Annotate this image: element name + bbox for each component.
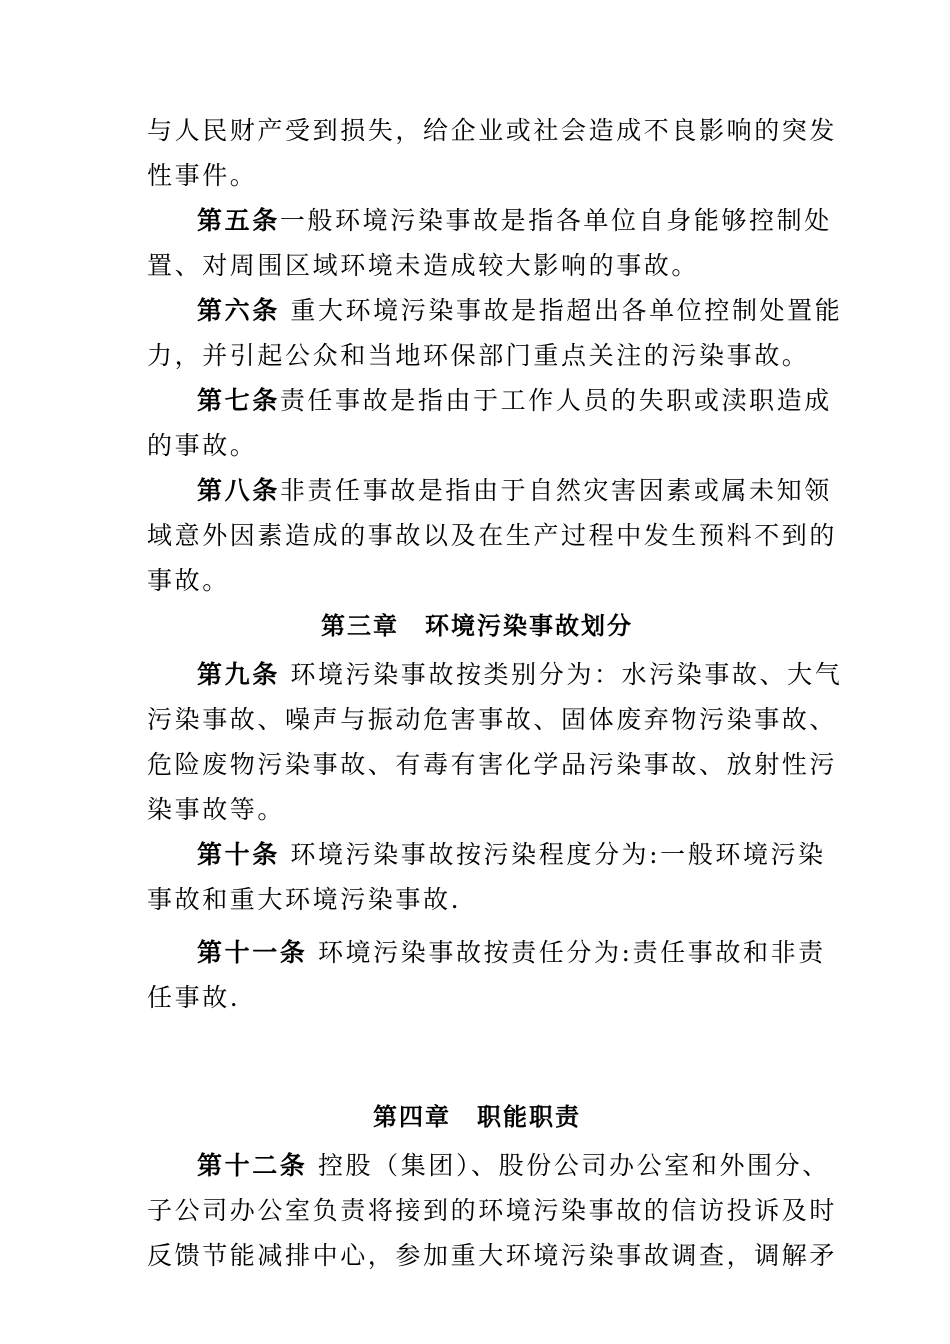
text-line: 的事故。	[147, 431, 258, 460]
text-line: 染事故等。	[147, 795, 286, 824]
text-line: 事故和重大环境污染事故.	[147, 885, 462, 914]
article-4-continuation	[147, 108, 838, 198]
article-text: 环境污染事故按责任分为:责任事故和非责	[307, 938, 826, 967]
article-text: 非责任事故是指由于自然灾害因素或属未知领	[279, 476, 832, 505]
article-9	[147, 652, 843, 832]
article-label: 第五条	[197, 206, 280, 235]
text-line: 性事件。	[147, 161, 258, 190]
text-line: 域意外因素造成的事故以及在生产过程中发生预料不到的	[147, 521, 838, 550]
article-label: 第十条	[197, 840, 280, 869]
article-label: 第九条	[197, 660, 280, 689]
text-line: 置、对周围区域环境未造成较大影响的事故。	[147, 251, 700, 280]
text-line: 危险废物污染事故、有毒有害化学品污染事故、放射性污	[147, 750, 838, 779]
article-text: 重大环境污染事故是指超出各单位控制处置能	[279, 296, 843, 325]
chapter-3-heading: 第三章 环境污染事故划分	[321, 611, 633, 640]
text-line: 反馈节能减排中心，参加重大环境污染事故调查，调解矛	[147, 1241, 838, 1270]
article-12	[147, 1143, 838, 1278]
article-text: 一般环境污染事故是指各单位自身能够控制处	[279, 206, 832, 235]
article-5	[147, 198, 832, 288]
article-text: 控股（集团）、股份公司办公室和外围分、	[307, 1151, 830, 1180]
article-label: 第六条	[197, 296, 280, 325]
article-6	[147, 288, 843, 378]
text-line: 任事故.	[147, 983, 241, 1012]
chapter-4-heading: 第四章 职能职责	[373, 1102, 581, 1131]
text-line: 与人民财产受到损失，给企业或社会造成不良影响的突发	[147, 116, 838, 145]
article-8	[147, 468, 838, 603]
article-label: 第八条	[197, 476, 280, 505]
text-line: 力，并引起公众和当地环保部门重点关注的污染事故。	[147, 341, 810, 370]
article-label: 第十二条	[197, 1151, 308, 1180]
text-line: 事故。	[147, 566, 230, 595]
article-text: 环境污染事故按污染程度分为:一般环境污染	[279, 840, 826, 869]
article-10	[147, 832, 826, 922]
text-line: 子公司办公室负责将接到的环境污染事故的信访投诉及时	[147, 1196, 838, 1225]
article-11	[147, 930, 826, 1020]
document-body	[147, 108, 843, 1278]
article-7	[147, 378, 832, 468]
article-label: 第七条	[197, 386, 280, 415]
article-text: 环境污染事故按类别分为：水污染事故、大气	[279, 660, 843, 689]
article-label: 第十一条	[197, 938, 308, 967]
text-line: 污染事故、噪声与振动危害事故、固体废弃物污染事故、	[147, 705, 838, 734]
article-text: 责任事故是指由于工作人员的失职或渎职造成	[279, 386, 832, 415]
